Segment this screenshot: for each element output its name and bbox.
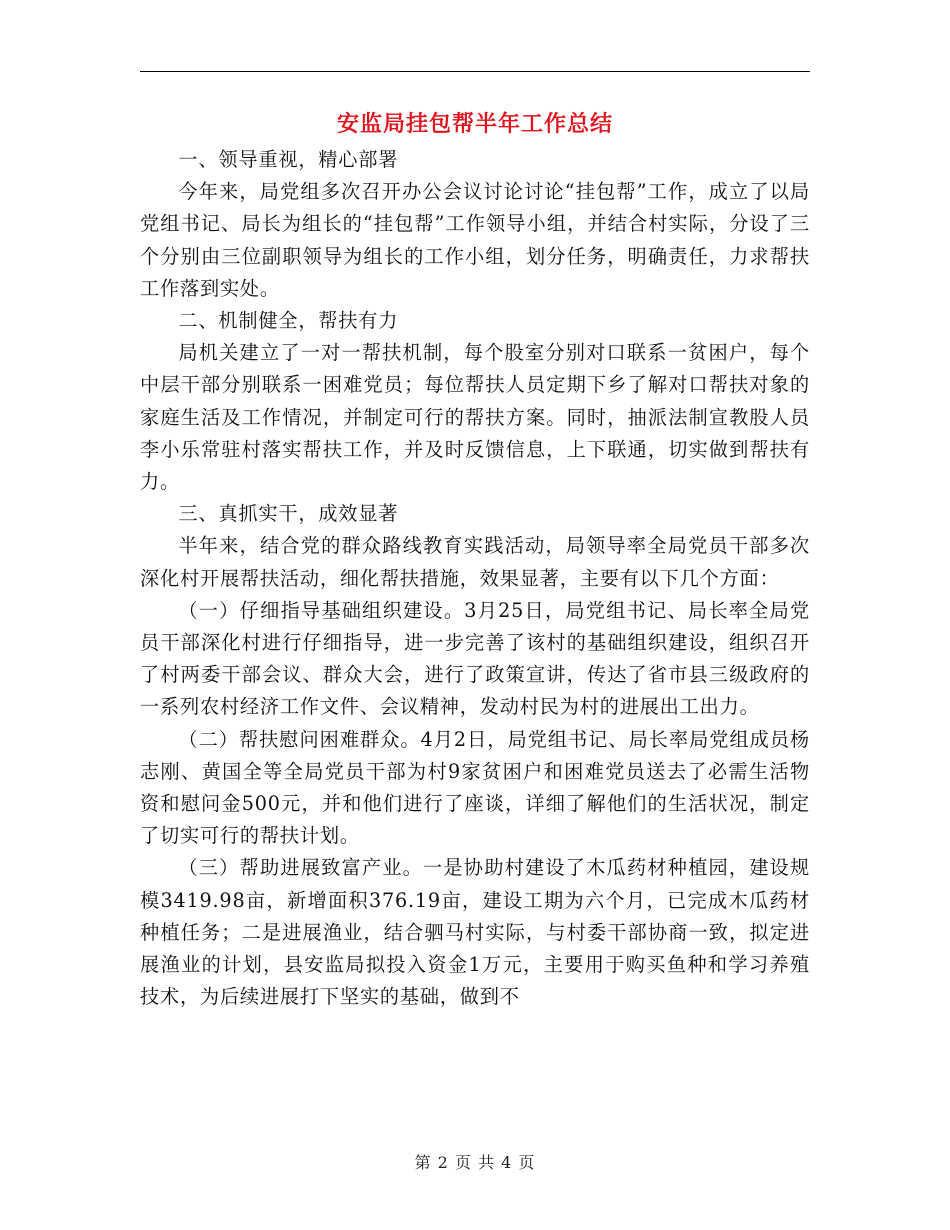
- document-body: [140, 144, 810, 1013]
- section-heading-3: 三、真抓实干，成效显著: [178, 502, 399, 526]
- paragraph-half-year: 半年来，结合党的群众路线教育实践活动，局领导率全局党员干部多次深化村开展帮扶活动，细化帮扶措施，效果显著，主要有以下几个方面：: [140, 534, 810, 590]
- document-title: 安监局挂包帮半年工作总结: [336, 111, 613, 137]
- paragraph-item-1: （一）仔细指导基础组织建设。3月25日，局党组书记、局长率全局党员干部深化村进行仔细指导，进一步完善了该村的基础组织建设，组织召开了村两委干部会议、群众大会，进行了政策宣讲，传达了省市县三级政府的一系列农村经济工作文件、会议精神，发动村民为村的进展出工出力。: [140, 598, 810, 719]
- section-heading-1: 一、领导重视，精心部署: [178, 148, 399, 171]
- paragraph-mechanism: 局机关建立了一对一帮扶机制，每个股室分别对口联系一贫困户，每个中层干部分别联系一困难党员；每位帮扶人员定期下乡了解对口帮扶对象的家庭生活及工作情况，并制定可行的帮扶方案。同时，抽派法制宣教股人员李小乐常驻村落实帮扶工作，并及时反馈信息，上下联通，切实做到帮扶有力。: [140, 341, 810, 494]
- header-rule: [140, 71, 810, 72]
- paragraph-item-3: （三）帮助进展致富产业。一是协助村建设了木瓜药材种植园，建设规模3419.98亩，新增面积376.19亩，建设工期为六个月，已完成木瓜药材种植任务；二是进展渔业，结合驷马村实际，与村委干部协商一致，拟定进展渔业的计划，县安监局拟投入资金1万元，主要用于购买鱼种和学习养殖技术，为后续进展打下坚实的基础，做到不: [140, 856, 810, 1009]
- page-number-footer: 第 2 页 共 4 页: [414, 1153, 536, 1172]
- section-heading-2: 二、机制健全，帮扶有力: [178, 309, 399, 333]
- paragraph-item-2: （二）帮扶慰问困难群众。4月2日，局党组书记、局长率局党组成员杨志刚、黄国全等全局党员干部为村9家贫困户和困难党员送去了必需生活物资和慰问金500元，并和他们进行了座谈，详细了解他们的生活状况，制定了切实可行的帮扶计划。: [140, 727, 810, 848]
- paragraph-leadership: 今年来，局党组多次召开办公会议讨论讨论“挂包帮”工作，成立了以局党组书记、局长为组长的“挂包帮”工作领导小组，并结合村实际，分设了三个分别由三位副职领导为组长的工作小组，划分任务，明确责任，力求帮扶工作落到实处。: [140, 180, 810, 300]
